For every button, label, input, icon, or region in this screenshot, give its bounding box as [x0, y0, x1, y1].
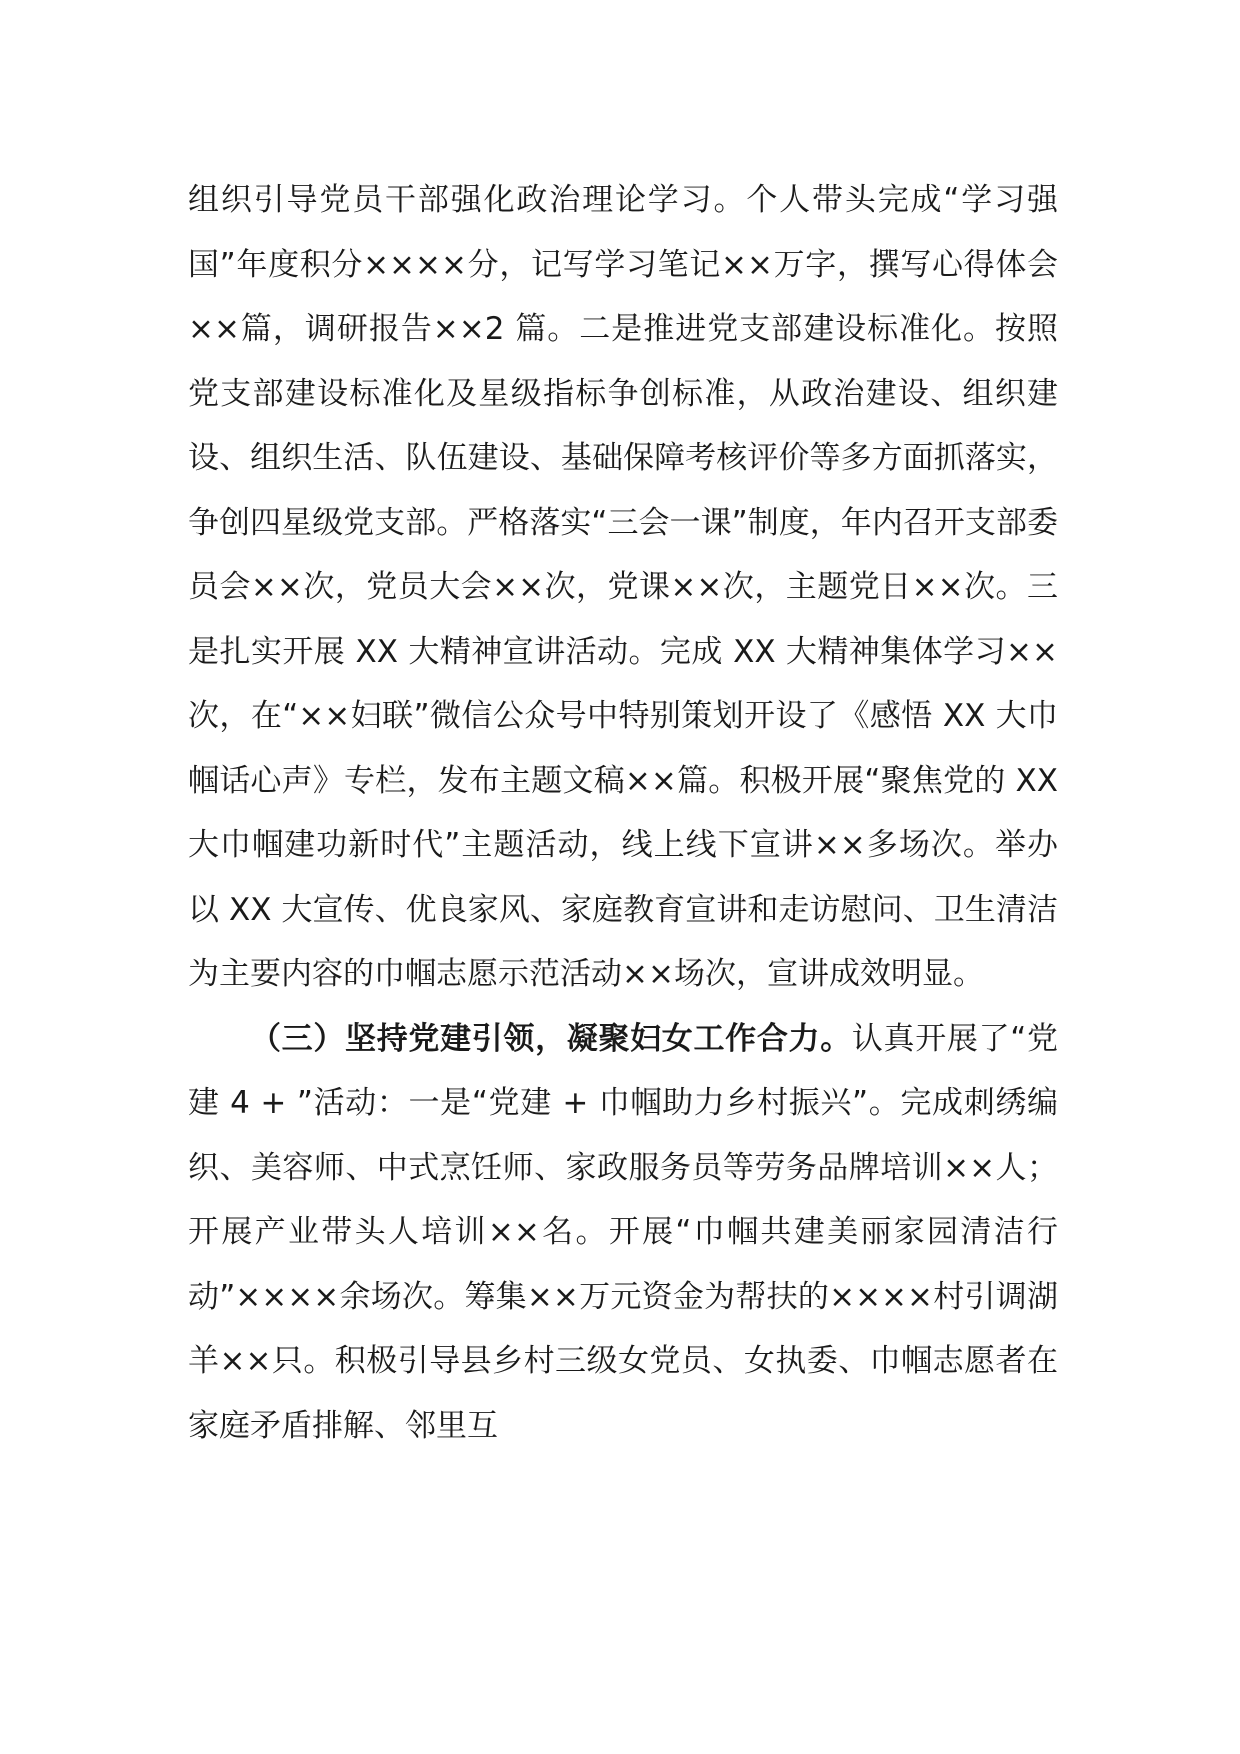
- document-body: [188, 168, 1058, 1458]
- section-3-body: 认真开展了“党建 4 + ”活动：一是“党建 + 巾帼助力乡村振兴”。完成刺绣编织、美容师、中式烹饪师、家政服务员等劳务品牌培训××人；开展产业带头人培训××名。开展“巾帼共建美丽家园清洁行动”××××余场次。筹集××万元资金为帮扶的××××村引调湖羊××只。积极引导县乡村三级女党员、女执委、巾帼志愿者在家庭矛盾排解、邻里互: [188, 1020, 1058, 1444]
- paragraph-continued: 组织引导党员干部强化政治理论学习。个人带头完成“学习强国”年度积分××××分，记写学习笔记××万字，撰写心得体会××篇，调研报告××2 篇。二是推进党支部建设标准化。按照党支部建设标准化及星级指标争创标准，从政治建设、组织建设、组织生活、队伍建设、基础保障考核评价等多方面抓落实，争创四星级党支部。严格落实“三会一课”制度，年内召开支部委员会××次，党员大会××次，党课××次，主题党日××次。三是扎实开展 XX 大精神宣讲活动。完成 XX 大精神集体学习××次，在“××妇联”微信公众号中特别策划开设了《感悟 XX 大巾帼话心声》专栏，发布主题文稿××篇。积极开展“聚焦党的 XX 大巾帼建功新时代”主题活动，线上线下宣讲××多场次。举办以 XX 大宣传、优良家风、家庭教育宣讲和走访慰问、卫生清洁为主要内容的巾帼志愿示范活动××场次，宣讲成效明显。: [188, 182, 1058, 992]
- section-3-heading: （三）坚持党建引领，凝聚妇女工作合力。: [250, 1020, 852, 1057]
- paragraph-section-3: [188, 1007, 1058, 1459]
